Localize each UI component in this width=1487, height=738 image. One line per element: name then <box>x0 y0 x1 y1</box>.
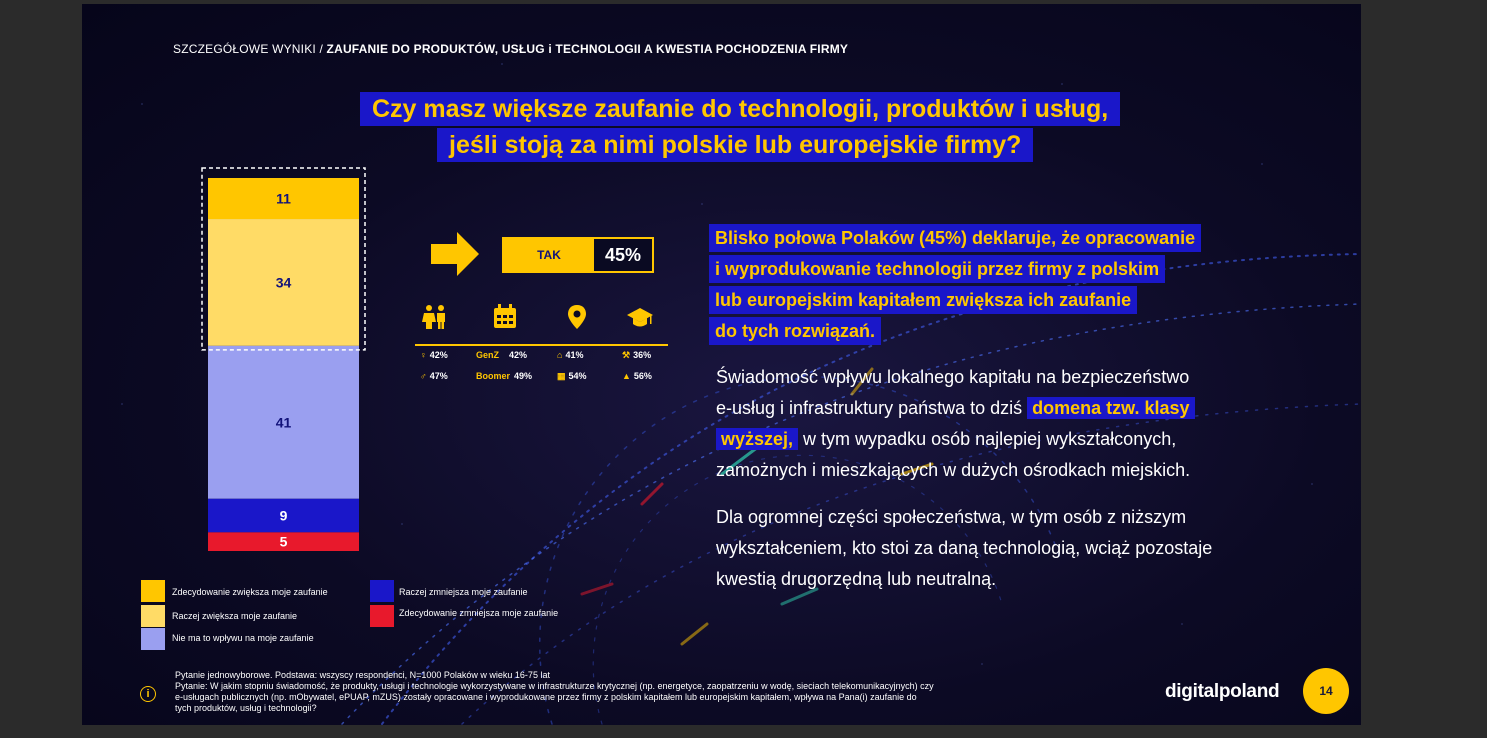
paragraph-2-line-2: wykształceniem, kto stoi za daną technologią, wciąż pozostaje <box>716 538 1213 558</box>
genz-label: GenZ <box>476 350 500 360</box>
legend-label-strongly-decreases: Zdecydowanie zmniejsza moje zaufanie <box>399 608 559 618</box>
bar-value-label-5: 5 <box>279 533 288 550</box>
tools-icon: ⚒ <box>622 350 631 360</box>
legend-label-no-effect: Nie ma to wpływu na moje zaufanie <box>172 633 314 643</box>
paragraph-2-line-1: Dla ogromnej części społeczeństwa, w tym osób z niższym <box>716 507 1187 527</box>
stat-city: ▦ 54% <box>557 371 587 381</box>
calendar-icon <box>490 304 520 336</box>
tak-summary-box <box>502 237 654 273</box>
graduation-cap-icon <box>625 306 655 336</box>
tak-label: TAK <box>537 248 561 262</box>
stat-female: ♀ 42% <box>420 350 448 360</box>
paragraph-1 <box>716 362 1195 486</box>
page-title-line-1: Czy masz większe zaufanie do technologii, produktów i usług, <box>360 92 1120 126</box>
paragraph-1-line-4: zamożnych i mieszkających w dużych ośrodkach miejskich. <box>716 460 1191 480</box>
legend-swatch-rather-decreases <box>370 580 394 602</box>
footnote-line-2: Pytanie: W jakim stopniu świadomość, że produkty, usługi i technologie wykorzystywane w infrastrukturze krytycznej (np. energetyce, zaopatrzeniu w wodę, sieciach telekomunikacyjnych) czy e-usługach publicznych (np. mObywatel, ePUAP, mZUS) zostały opracowane i wyprodukowane przez firmy z polskim kapitałem lub europejskim kapitałem, wpływa na Pana(i) zaufanie do tych produktów, usług i technologii? <box>175 681 934 713</box>
paragraph-1-line-1: Świadomość wpływu lokalnego kapitału na bezpieczeństwo <box>716 367 1190 387</box>
breadcrumb <box>173 42 848 56</box>
people-icon <box>420 304 450 336</box>
stat-higher-education: ▲ 56% <box>622 371 652 381</box>
city-icon: ▦ <box>557 371 566 381</box>
legend-label-strongly-increases: Zdecydowanie zwiększa moje zaufanie <box>172 587 328 597</box>
highlight-line-2: i wyprodukowanie technologii przez firmy z polskim <box>709 255 1165 283</box>
location-pin-icon <box>562 304 592 336</box>
legend-swatch-strongly-decreases <box>370 605 394 627</box>
legend-swatch-no-effect <box>141 628 165 650</box>
brand-logo: digitalpoland <box>1165 681 1280 702</box>
bar-value-label-3: 41 <box>275 414 292 431</box>
male-icon: ♂ <box>420 371 427 381</box>
highlight-upper-class-2: wyższej, <box>716 428 798 450</box>
boomer-label: Boomer <box>476 371 511 381</box>
footnote-line-1: Pytanie jednowyborowe. Podstawa: wszyscy respondenci, N=1000 Polaków w wieku 16-75 lat <box>175 670 550 680</box>
icon-divider <box>415 344 668 346</box>
highlight-line-1: Blisko połowa Polaków (45%) deklaruje, że opracowanie <box>709 224 1201 252</box>
stat-male: ♂ 47% <box>420 371 448 381</box>
stat-boomer: Boomer 49% <box>476 371 533 381</box>
highlight-line-4: do tych rozwiązań. <box>709 317 881 345</box>
stacked-bar-chart <box>197 164 377 564</box>
breadcrumb-prefix: SZCZEGÓŁOWE WYNIKI / <box>173 42 327 56</box>
legend-swatch-strongly-increases <box>141 580 165 602</box>
breadcrumb-section: ZAUFANIE DO PRODUKTÓW, USŁUG i TECHNOLOGII A KWESTIA POCHODZENIA FIRMY <box>326 42 849 56</box>
highlight-line-3: lub europejskim kapitałem zwiększa ich zaufanie <box>709 286 1137 314</box>
paragraph-1-line-3: wyższej, w tym wypadku osób najlepiej wykształconych, <box>716 424 1195 455</box>
bar-value-label-2: 34 <box>275 274 292 291</box>
female-icon: ♀ <box>420 350 427 360</box>
legend-label-rather-increases: Raczej zwiększa moje zaufanie <box>172 611 298 621</box>
paragraph-1-line-2: e-usług i infrastruktury państwa to dziś domena tzw. klasy <box>716 393 1195 424</box>
village-icon: ⌂ <box>557 350 563 360</box>
paragraph-2 <box>716 502 1212 595</box>
page-number: 14 <box>1303 668 1349 714</box>
highlight-upper-class: domena tzw. klasy <box>1027 397 1194 419</box>
arrow-right-icon <box>431 230 481 280</box>
info-icon: i <box>140 686 156 702</box>
page-title-line-2: jeśli stoją za nimi polskie lub europejskie firmy? <box>437 128 1033 162</box>
tak-value: 45% <box>594 239 652 271</box>
stat-genz: GenZ 42% <box>476 350 528 360</box>
slide <box>82 4 1361 725</box>
bar-value-label-4: 9 <box>279 507 288 524</box>
footnote <box>175 670 935 714</box>
graduation-cap-icon: ▲ <box>622 371 631 381</box>
bar-value-label-1: 11 <box>276 190 291 207</box>
legend-label-rather-decreases: Raczej zmniejsza moje zaufanie <box>399 587 528 597</box>
paragraph-2-line-3: kwestią drugorzędną lub neutralną. <box>716 569 997 589</box>
stat-basic-education: ⚒ 36% <box>622 350 652 360</box>
stat-village: ⌂ 41% <box>557 350 584 360</box>
legend-swatch-rather-increases <box>141 605 165 627</box>
